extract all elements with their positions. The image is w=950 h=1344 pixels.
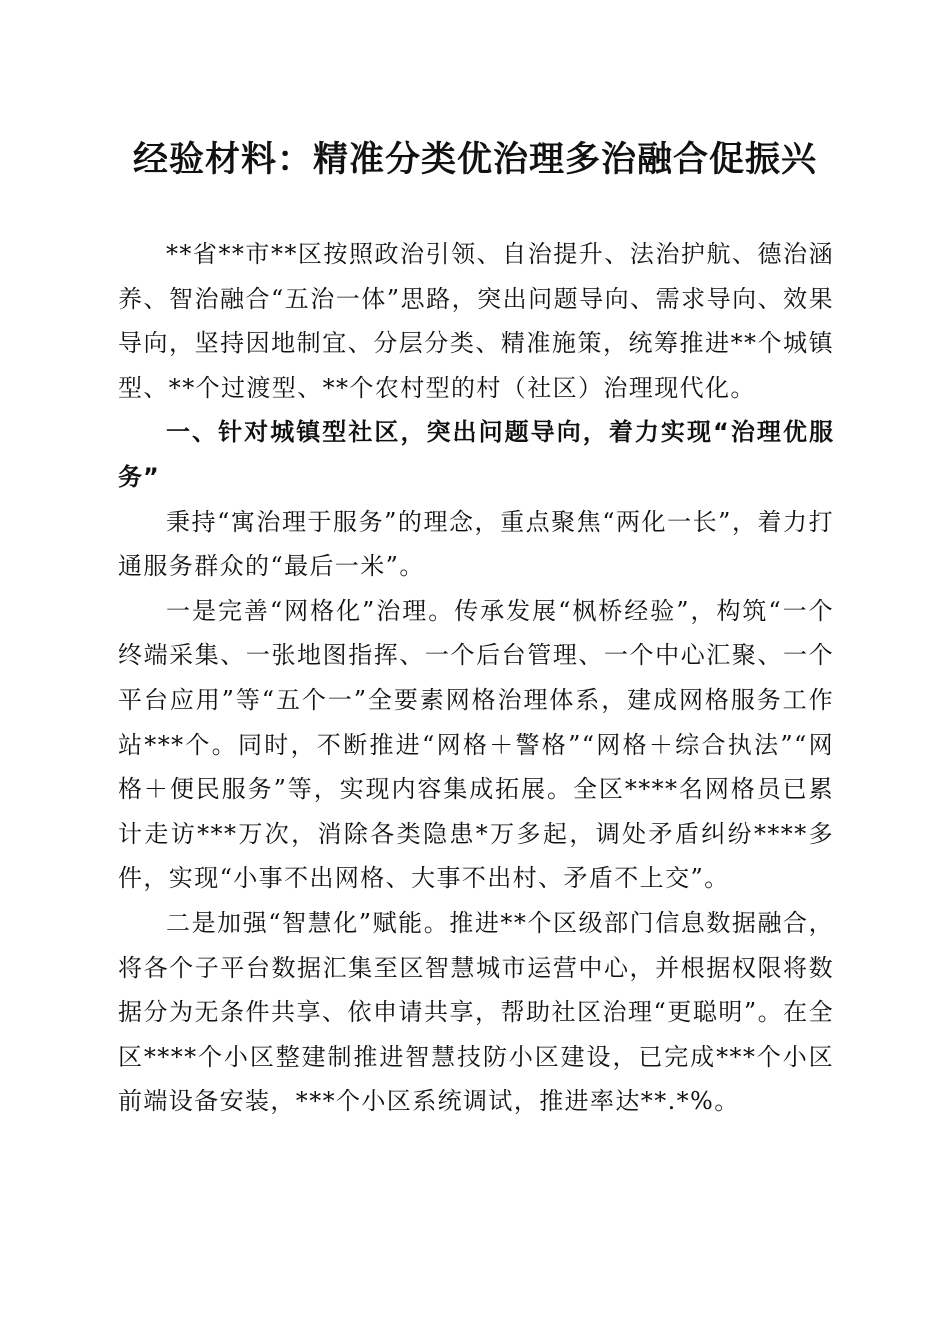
section-intro-paragraph: 秉持“寓治理于服务”的理念，重点聚焦“两化一长”，着力打通服务群众的“最后一米”。 (118, 507, 834, 581)
intro-paragraph: **省**市**区按照政治引领、自治提升、法治护航、德治涵养、智治融合“五治一体”思路，突出问题导向、需求导向、效果导向，坚持因地制宜、分层分类、精准施策，统筹推进**个城镇型、**个过渡型、**个农村型的村（社区）治理现代化。 (118, 240, 834, 402)
document-title: 经验材料：精准分类优治理多治融合促振兴 (132, 139, 817, 180)
document-body (118, 232, 834, 1124)
section-heading: 一、针对城镇型社区，突出问题导向，着力实现“治理优服务” (118, 418, 834, 491)
grid-governance-paragraph: 一是完善“网格化”治理。传承发展“枫桥经验”，构筑“一个终端采集、一张地图指挥、一个后台管理、一个中心汇聚、一个平台应用”等“五个一”全要素网格治理体系，建成网格服务工作站***个。同时，不断推进“网格＋警格”“网格＋综合执法”“网格＋便民服务”等，实现内容集成拓展。全区****名网格员已累计走访***万次，消除各类隐患*万多起，调处矛盾纠纷****多件，实现“小事不出网格、大事不出村、矛盾不上交”。 (118, 596, 834, 893)
smart-empowerment-paragraph: 二是加强“智慧化”赋能。推进**个区级部门信息数据融合，将各个子平台数据汇集至区智慧城市运营中心，并根据权限将数据分为无条件共享、依申请共享，帮助社区治理“更聪明”。在全区****个小区整建制推进智慧技防小区建设，已完成***个小区前端设备安装，***个小区系统调试，推进率达**.*%。 (118, 908, 834, 1116)
